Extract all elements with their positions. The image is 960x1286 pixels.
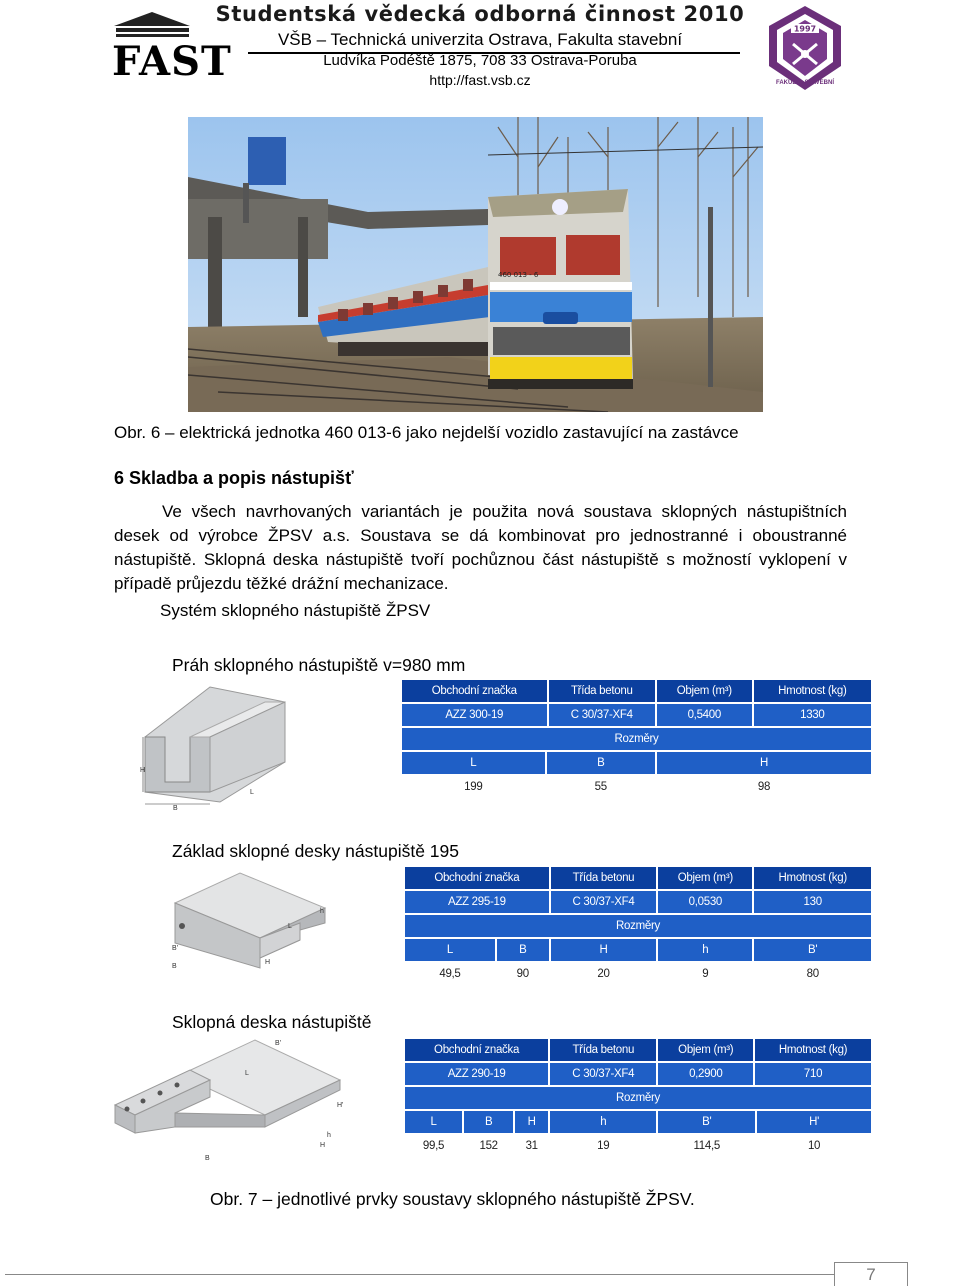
dim-name: L — [405, 1111, 462, 1133]
dim-value: 20 — [551, 963, 657, 985]
dim-value: 152 — [464, 1135, 513, 1157]
value-volume: 0,2900 — [658, 1063, 753, 1085]
value-concrete-class: C 30/37-XF4 — [549, 704, 655, 726]
foundation-drawing — [160, 868, 340, 978]
dim-name: H — [551, 939, 657, 961]
svg-text:L: L — [288, 923, 292, 930]
value-trade-mark: AZZ 295-19 — [405, 891, 549, 913]
dim-name: L — [405, 939, 495, 961]
value-concrete-class: C 30/37-XF4 — [550, 1063, 656, 1085]
value-trade-mark: AZZ 300-19 — [402, 704, 547, 726]
dim-name: h — [658, 939, 752, 961]
badge-year: 1997 — [793, 24, 817, 34]
header-address: Ludvíka Podéště 1875, 708 33 Ostrava-Poruba — [323, 52, 637, 69]
dim-value: 31 — [515, 1135, 548, 1157]
threshold-drawing — [135, 682, 295, 822]
dim-value: 55 — [547, 776, 655, 798]
col-trade-mark: Obchodní značka — [405, 867, 549, 889]
dim-value: 49,5 — [405, 963, 495, 985]
element-2-title: Základ sklopné desky nástupiště 195 — [172, 841, 459, 861]
value-volume: 0,0530 — [658, 891, 752, 913]
svg-text:B: B — [172, 963, 177, 970]
unit-number: 460 013 - 6 — [498, 271, 539, 279]
dim-name: B — [464, 1111, 513, 1133]
header-university: VŠB – Technická univerzita Ostrava, Fakulta stavební — [277, 30, 683, 49]
dim-name: B' — [754, 939, 871, 961]
col-concrete-class: Třída betonu — [550, 1039, 656, 1061]
value-concrete-class: C 30/37-XF4 — [551, 891, 657, 913]
col-concrete-class: Třída betonu — [551, 867, 657, 889]
dim-value: 99,5 — [405, 1135, 462, 1157]
header-url[interactable]: http://fast.vsb.cz — [429, 72, 531, 88]
svg-text:B': B' — [275, 1040, 282, 1047]
dim-value: 90 — [497, 963, 549, 985]
dims-label: Rozměry — [405, 1087, 871, 1109]
element-3-title: Sklopná deska nástupiště — [172, 1012, 372, 1032]
dim-name: B' — [658, 1111, 755, 1133]
paragraph-text: Ve všech navrhovaných variantách je použita nová soustava sklopných nástupištních desek od výrobce ŽPSV a.s. Soustava se dá kombinovat pro jednostranné i oboustranné nástupiště. Sklopná deska nástupiště tvoří pochůznou část nástupiště s možností vyklopení v případě průjezdu těžké drážní mechanizace. — [114, 502, 847, 593]
dim-name: B — [497, 939, 549, 961]
col-concrete-class: Třída betonu — [549, 680, 655, 702]
dim-name: B — [547, 752, 655, 774]
dim-name: H — [657, 752, 871, 774]
dim-value: 114,5 — [658, 1135, 755, 1157]
footer-divider — [5, 1274, 835, 1275]
dims-label: Rozměry — [402, 728, 871, 750]
col-weight: Hmotnost (kg) — [754, 680, 871, 702]
svg-text:H: H — [140, 767, 146, 774]
svg-text:h: h — [327, 1132, 331, 1139]
system-title: Systém sklopného nástupiště ŽPSV — [160, 601, 431, 620]
dim-value: 80 — [754, 963, 871, 985]
dim-value: 19 — [550, 1135, 656, 1157]
value-trade-mark: AZZ 290-19 — [405, 1063, 548, 1085]
figure-7-caption: Obr. 7 – jednotlivé prvky soustavy sklopného nástupiště ŽPSV. — [210, 1189, 695, 1209]
value-volume: 0,5400 — [657, 704, 752, 726]
col-weight: Hmotnost (kg) — [755, 1039, 871, 1061]
figure-6-caption: Obr. 6 – elektrická jednotka 460 013-6 jako nejdelší vozidlo zastavující na zastávce — [114, 423, 739, 442]
svg-text:H: H — [265, 959, 271, 966]
svg-text:H': H' — [337, 1102, 344, 1109]
page-number: 7 — [834, 1262, 908, 1286]
slab-drawing — [105, 1035, 350, 1165]
logo-text: FAST — [112, 38, 232, 85]
svg-text:B': B' — [172, 945, 179, 952]
dim-value: 199 — [402, 776, 545, 798]
svg-text:H: H — [320, 1142, 326, 1149]
value-weight: 130 — [754, 891, 871, 913]
svg-text:L: L — [250, 789, 254, 796]
fast-logo — [110, 10, 232, 88]
header-title: Studentská vědecká odborná činnost 2010 — [215, 2, 745, 26]
element-1-title: Práh sklopného nástupiště v=980 mm — [172, 655, 466, 675]
dim-name: h — [550, 1111, 656, 1133]
svg-text:B: B — [205, 1155, 210, 1162]
element-3-table — [403, 1037, 873, 1159]
dim-name: H — [515, 1111, 548, 1133]
value-weight: 1330 — [754, 704, 871, 726]
section-heading: 6 Skladba a popis nástupišť — [114, 468, 354, 488]
col-trade-mark: Obchodní značka — [405, 1039, 548, 1061]
dim-value: 10 — [757, 1135, 871, 1157]
svg-text:h: h — [320, 908, 324, 915]
svg-text:L: L — [245, 1070, 249, 1077]
train-photo — [188, 117, 763, 412]
faculty-badge — [765, 4, 845, 92]
dim-name: L — [402, 752, 545, 774]
col-volume: Objem (m³) — [657, 680, 752, 702]
dim-name: H' — [757, 1111, 871, 1133]
col-volume: Objem (m³) — [658, 867, 752, 889]
svg-text:B: B — [173, 805, 178, 812]
dim-value: 9 — [658, 963, 752, 985]
body-paragraph — [114, 500, 847, 596]
dims-label: Rozměry — [405, 915, 871, 937]
dim-value: 98 — [657, 776, 871, 798]
col-volume: Objem (m³) — [658, 1039, 753, 1061]
col-trade-mark: Obchodní značka — [402, 680, 547, 702]
element-2-table — [403, 865, 873, 987]
value-weight: 710 — [755, 1063, 871, 1085]
building-icon — [110, 10, 195, 40]
badge-text: FAKULTA STAVEBNÍ — [776, 80, 834, 86]
col-weight: Hmotnost (kg) — [754, 867, 871, 889]
element-1-table — [400, 678, 873, 800]
